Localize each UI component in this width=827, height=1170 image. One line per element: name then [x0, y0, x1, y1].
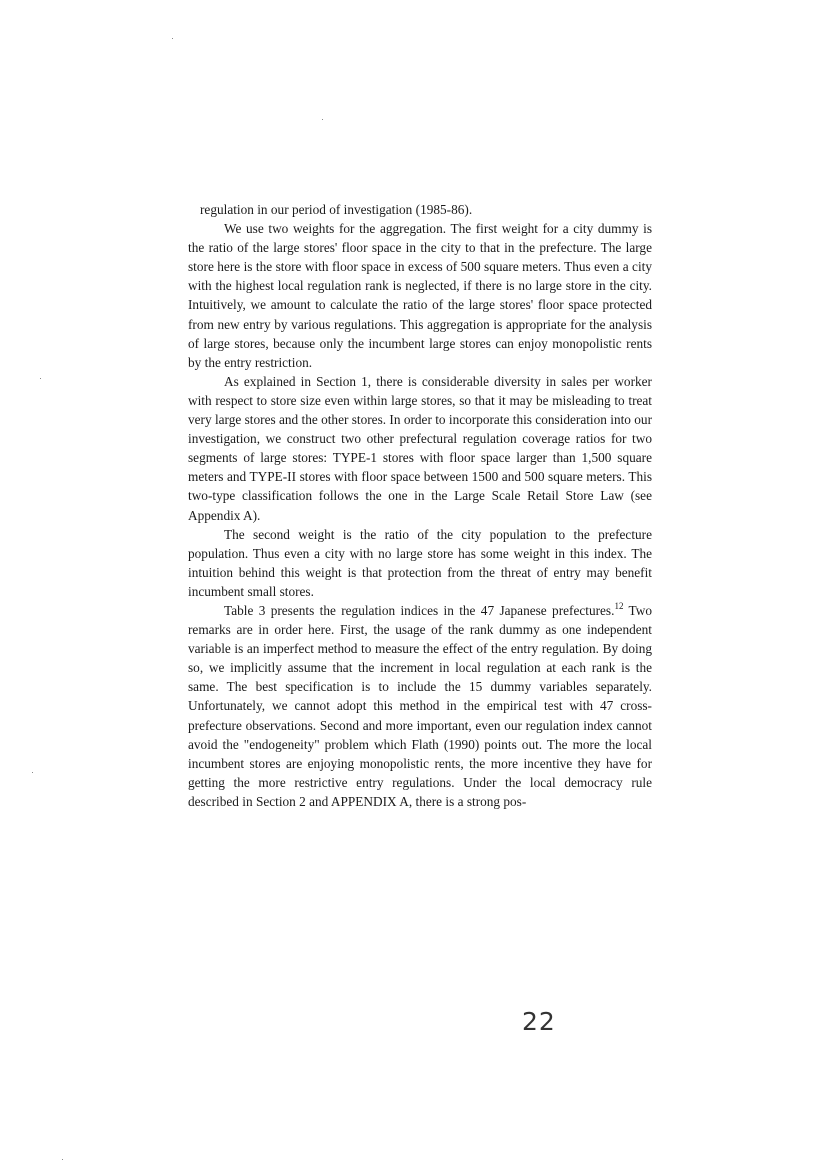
- paragraph-weights: We use two weights for the aggregation. The first weight for a city dummy is the ratio of the large stores' floor space in the city to that in the prefecture. The large store here is the store with floor space in excess of 500 square meters. Thus even a city with the highest local regulation rank is neglected, if there is no large store in the city. Intuitively, we amount to calculate the ratio of the large stores' floor space protected from new entry by various regulations. This aggregation is appropriate for the analysis of large stores, because only the incumbent large stores can enjoy monopolistic rents by the entry restriction.: [188, 221, 652, 370]
- paragraph-table-3-lead: Table 3 presents the regulation indices in the 47 Japanese prefectures.: [224, 602, 615, 618]
- paragraph-table-3: [188, 601, 652, 811]
- paragraph-store-size: As explained in Section 1, there is considerable diversity in sales per worker with respect to store size even within large stores, so that it may be misleading to treat very large stores and the other stores. In order to incorporate this consideration into our investigation, we construct two other prefectural regulation coverage ratios for two segments of large stores: TYPE-1 stores with floor space larger than 1,500 square meters and TYPE-II stores with floor space between 1500 and 500 square meters. This two-type classification follows the one in the Large Scale Retail Store Law (see Appendix A).: [188, 373, 652, 523]
- scan-speck: [32, 772, 33, 773]
- paragraph-table-3-rest: Two remarks are in order here. First, the usage of the rank dummy as one independent variable is an imperfect method to measure the effect of the entry regulation. By doing so, we implicitly assume that the increment in local regulation at each rank is the same. The best specification is to include the 15 dummy variables separately. Unfortunately, we cannot adopt this method in the empirical test with 47 cross-prefecture observations. Second and more important, even our regulation index cannot avoid the "endogeneity" problem which Flath (1990) points out. The more the local incumbent stores are enjoying monopolistic rents, the more incentive they have for getting the more restrictive entry regulations. Under the local democracy rule described in Section 2 and APPENDIX A, there is a strong pos-: [188, 602, 652, 809]
- scan-speck: [172, 38, 173, 39]
- body-text: [188, 200, 652, 811]
- page-number: 22: [522, 1007, 556, 1036]
- scan-speck: [322, 119, 323, 120]
- footnote-marker: 12: [614, 600, 624, 611]
- scan-speck: [40, 378, 41, 379]
- paragraph-second-weight: The second weight is the ratio of the city population to the prefecture population. Thus even a city with no large store has some weight in this index. The intuition behind this weight is that protection from the threat of entry may benefit incumbent small stores.: [188, 526, 652, 599]
- scan-speck: [62, 1159, 63, 1160]
- paragraph-continuation: regulation in our period of investigation (1985-86).: [200, 202, 473, 217]
